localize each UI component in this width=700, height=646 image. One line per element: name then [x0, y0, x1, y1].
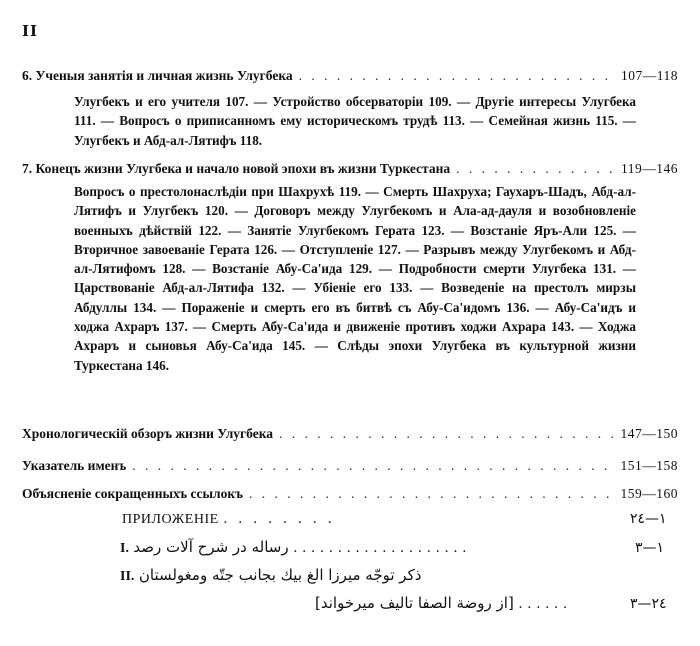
toc-entry-body: Улугбекъ и его учителя 107. — Устройство обсерваторіи 109. — Другіе интересы Улугбека 111. — Вопросъ о приписанномъ ему историческомъ трудѣ 113. — Семейная жизнь 115. — Улугбекъ и Абд-ал-Лятифъ 118. — [74, 94, 636, 148]
leader-dots — [132, 456, 614, 476]
toc-entry-heading — [22, 66, 678, 86]
toc-entry-title: 7. Конецъ жизни Улугбека и начало новой эпохи въ жизни Туркестана — [22, 161, 451, 176]
appendix-title: ПРИЛОЖЕНІЕ — [122, 512, 219, 527]
appendix-item-text: [از روضة الصفا تاليف ميرخواند] — [315, 594, 514, 612]
appendix-item-1 — [120, 538, 467, 557]
toc-entry-pages: 151—158 — [620, 458, 678, 473]
leader-dots: . . . . . . — [518, 596, 568, 612]
appendix-pages: ١—٢٤ — [630, 511, 667, 527]
leader-dots — [299, 66, 615, 86]
toc-entry-body: Вопросъ о престолонаслѣдіи при Шахрухѣ 119. — Смерть Шахруха; Гаухаръ-Шадъ, Абд-ал-Лятифъ и Улугбекъ 120. — Договоръ между Улугбекомъ и Ала-ад-дауля и возобновленіе военныхъ дѣйствій 122. — Занятіе Улугбекомъ Герата 123. — Возстаніе Яръ-Али 125. — Вторичное завоеваніе Герата 126. — Отступленіе 127. — Разрывъ между Улугбекомъ и Абд-ал-Лятифомъ 128. — Возстаніе Абу-Са'ида 129. — Подробности смерти Улугбека 131. — Царствованіе Абд-ал-Лятифа 132. — Убіеніе его 133. — Возведеніе на престолъ мирзы Абдуллы 134. — Пораженіе и смерть его въ битвѣ съ Абу-Са'идомъ 136. — Абу-Са'идъ и ходжа Ахраръ 137. — Смерть Абу-Са'ида и движеніе противъ ходжи Ахрара 143. — Ходжа Ахраръ и сыновья Абу-Са'ида 145. — Слѣды эпохи Улугбека въ культурной жизни Туркестана 146. — [74, 184, 636, 373]
toc-entry-pages: 107—118 — [621, 68, 678, 83]
toc-entry-heading — [22, 424, 678, 444]
leader-dots: . . . . . . . . . . . . . . . . . . . . — [293, 540, 467, 556]
appendix-item-pages: ١—٣ — [635, 540, 665, 556]
toc-entry-pages: 119—146 — [621, 161, 678, 176]
appendix-item-text: ذكر توجّه ميرزا الغ بيك بجانب جتّه ومغولستان — [138, 566, 422, 584]
toc-entry-pages: 147—150 — [620, 426, 678, 441]
toc-entry-pages: 159—160 — [620, 486, 678, 501]
toc-entry-chronology — [22, 424, 678, 444]
toc-entry-heading — [22, 159, 678, 179]
toc-entry-abbreviations — [22, 484, 678, 504]
toc-entry-title: Указатель именъ — [22, 458, 127, 473]
appendix-item-numeral: II. — [120, 569, 135, 584]
toc-entry-heading — [22, 484, 678, 504]
toc-entry-heading — [22, 456, 678, 476]
appendix-heading — [122, 511, 335, 528]
toc-entry-index — [22, 456, 678, 476]
toc-entry-title: Объясненіе сокращенныхъ ссылокъ — [22, 486, 243, 501]
appendix-item-numeral: I. — [120, 541, 129, 556]
appendix-item-pages: ٢٤—٣ — [630, 596, 667, 612]
leader-dots — [279, 424, 614, 444]
leader-dots — [249, 484, 615, 504]
appendix-item-2 — [120, 566, 421, 585]
toc-entry-title: Хронологическій обзоръ жизни Улугбека — [22, 426, 274, 441]
leader-dots: . . . . . . . . — [223, 511, 335, 527]
leader-dots — [456, 159, 615, 179]
toc-entry-7 — [22, 159, 678, 375]
page-number: II — [22, 22, 39, 40]
toc-entry-6 — [22, 66, 678, 150]
appendix-item-text: رساله در شرح آلات رصد — [133, 538, 289, 556]
appendix-item-2-source — [315, 594, 567, 612]
toc-entry-title: 6. Ученыя занятія и личная жизнь Улугбека — [22, 68, 293, 83]
